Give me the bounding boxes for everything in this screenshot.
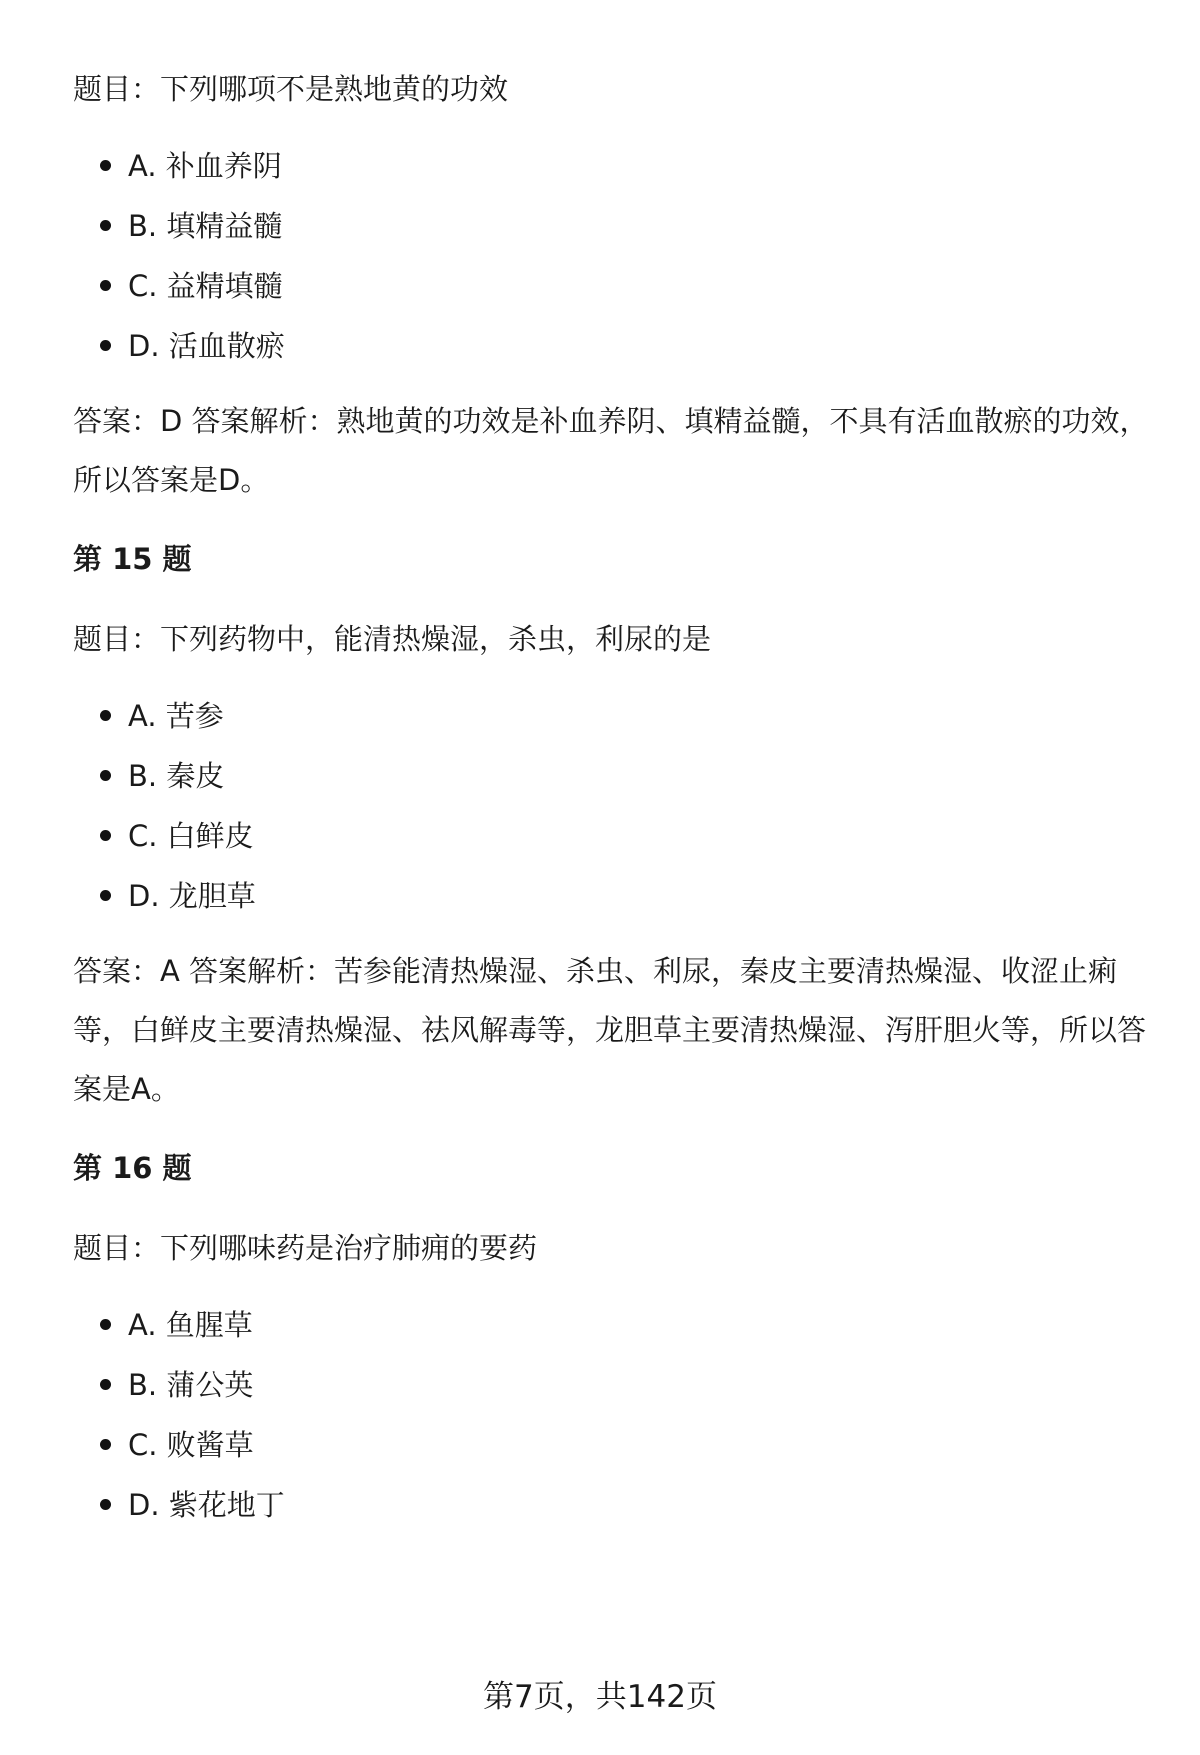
- bullet-icon: [100, 1319, 111, 1330]
- option-text: C. 败酱草: [128, 1428, 254, 1462]
- bullet-icon: [100, 830, 111, 841]
- option-text: D. 紫花地丁: [128, 1488, 285, 1522]
- option-text: A. 鱼腥草: [128, 1308, 253, 1342]
- option-item: [73, 196, 1153, 256]
- option-list: [73, 686, 1153, 926]
- option-text: A. 苦参: [128, 699, 224, 733]
- option-text: D. 活血散瘀: [128, 329, 285, 363]
- page-number: 第7页，共142页: [483, 1679, 717, 1715]
- option-item: [73, 1355, 1153, 1415]
- question-heading: 第 16 题: [73, 1151, 192, 1185]
- option-text: D. 龙胆草: [128, 879, 256, 913]
- option-item: [73, 316, 1153, 376]
- question-heading: 第 15 题: [73, 542, 192, 576]
- option-list: [73, 1295, 1153, 1535]
- answer-explanation: 答案：A 答案解析：苦参能清热燥湿、杀虫、利尿，秦皮主要清热燥湿、收涩止痢等，白鲜皮主要清热燥湿、祛风解毒等，龙胆草主要清热燥湿、泻肝胆火等，所以答案是A。: [73, 954, 1147, 1106]
- option-item: [73, 1295, 1153, 1355]
- option-text: C. 白鲜皮: [128, 819, 254, 853]
- option-text: A. 补血养阴: [128, 149, 282, 183]
- question-title: 题目：下列哪味药是治疗肺痈的要药: [73, 1231, 538, 1265]
- question-block: [73, 1139, 1153, 1535]
- question-title: 题目：下列药物中，能清热燥湿，杀虫，利尿的是: [73, 622, 712, 656]
- bullet-icon: [100, 160, 111, 171]
- option-text: B. 秦皮: [128, 759, 225, 793]
- option-list: [73, 136, 1153, 376]
- option-item: [73, 256, 1153, 316]
- option-item: [73, 1415, 1153, 1475]
- bullet-icon: [100, 1379, 111, 1390]
- option-text: C. 益精填髓: [128, 269, 283, 303]
- bullet-icon: [100, 340, 111, 351]
- option-text: B. 蒲公英: [128, 1368, 254, 1402]
- question-block: [73, 530, 1153, 1119]
- page-content: [73, 60, 1153, 1551]
- bullet-icon: [100, 220, 111, 231]
- bullet-icon: [100, 770, 111, 781]
- option-text: B. 填精益髓: [128, 209, 283, 243]
- bullet-icon: [100, 710, 111, 721]
- option-item: [73, 1475, 1153, 1535]
- option-item: [73, 806, 1153, 866]
- option-item: [73, 686, 1153, 746]
- bullet-icon: [100, 280, 111, 291]
- bullet-icon: [100, 890, 111, 901]
- answer-explanation: 答案：D 答案解析：熟地黄的功效是补血养阴、填精益髓，不具有活血散瘀的功效，所以答案是D。: [73, 404, 1149, 497]
- option-item: [73, 866, 1153, 926]
- option-item: [73, 136, 1153, 196]
- question-block: [73, 60, 1153, 510]
- question-title: 题目：下列哪项不是熟地黄的功效: [73, 72, 509, 106]
- bullet-icon: [100, 1439, 111, 1450]
- option-item: [73, 746, 1153, 806]
- bullet-icon: [100, 1499, 111, 1510]
